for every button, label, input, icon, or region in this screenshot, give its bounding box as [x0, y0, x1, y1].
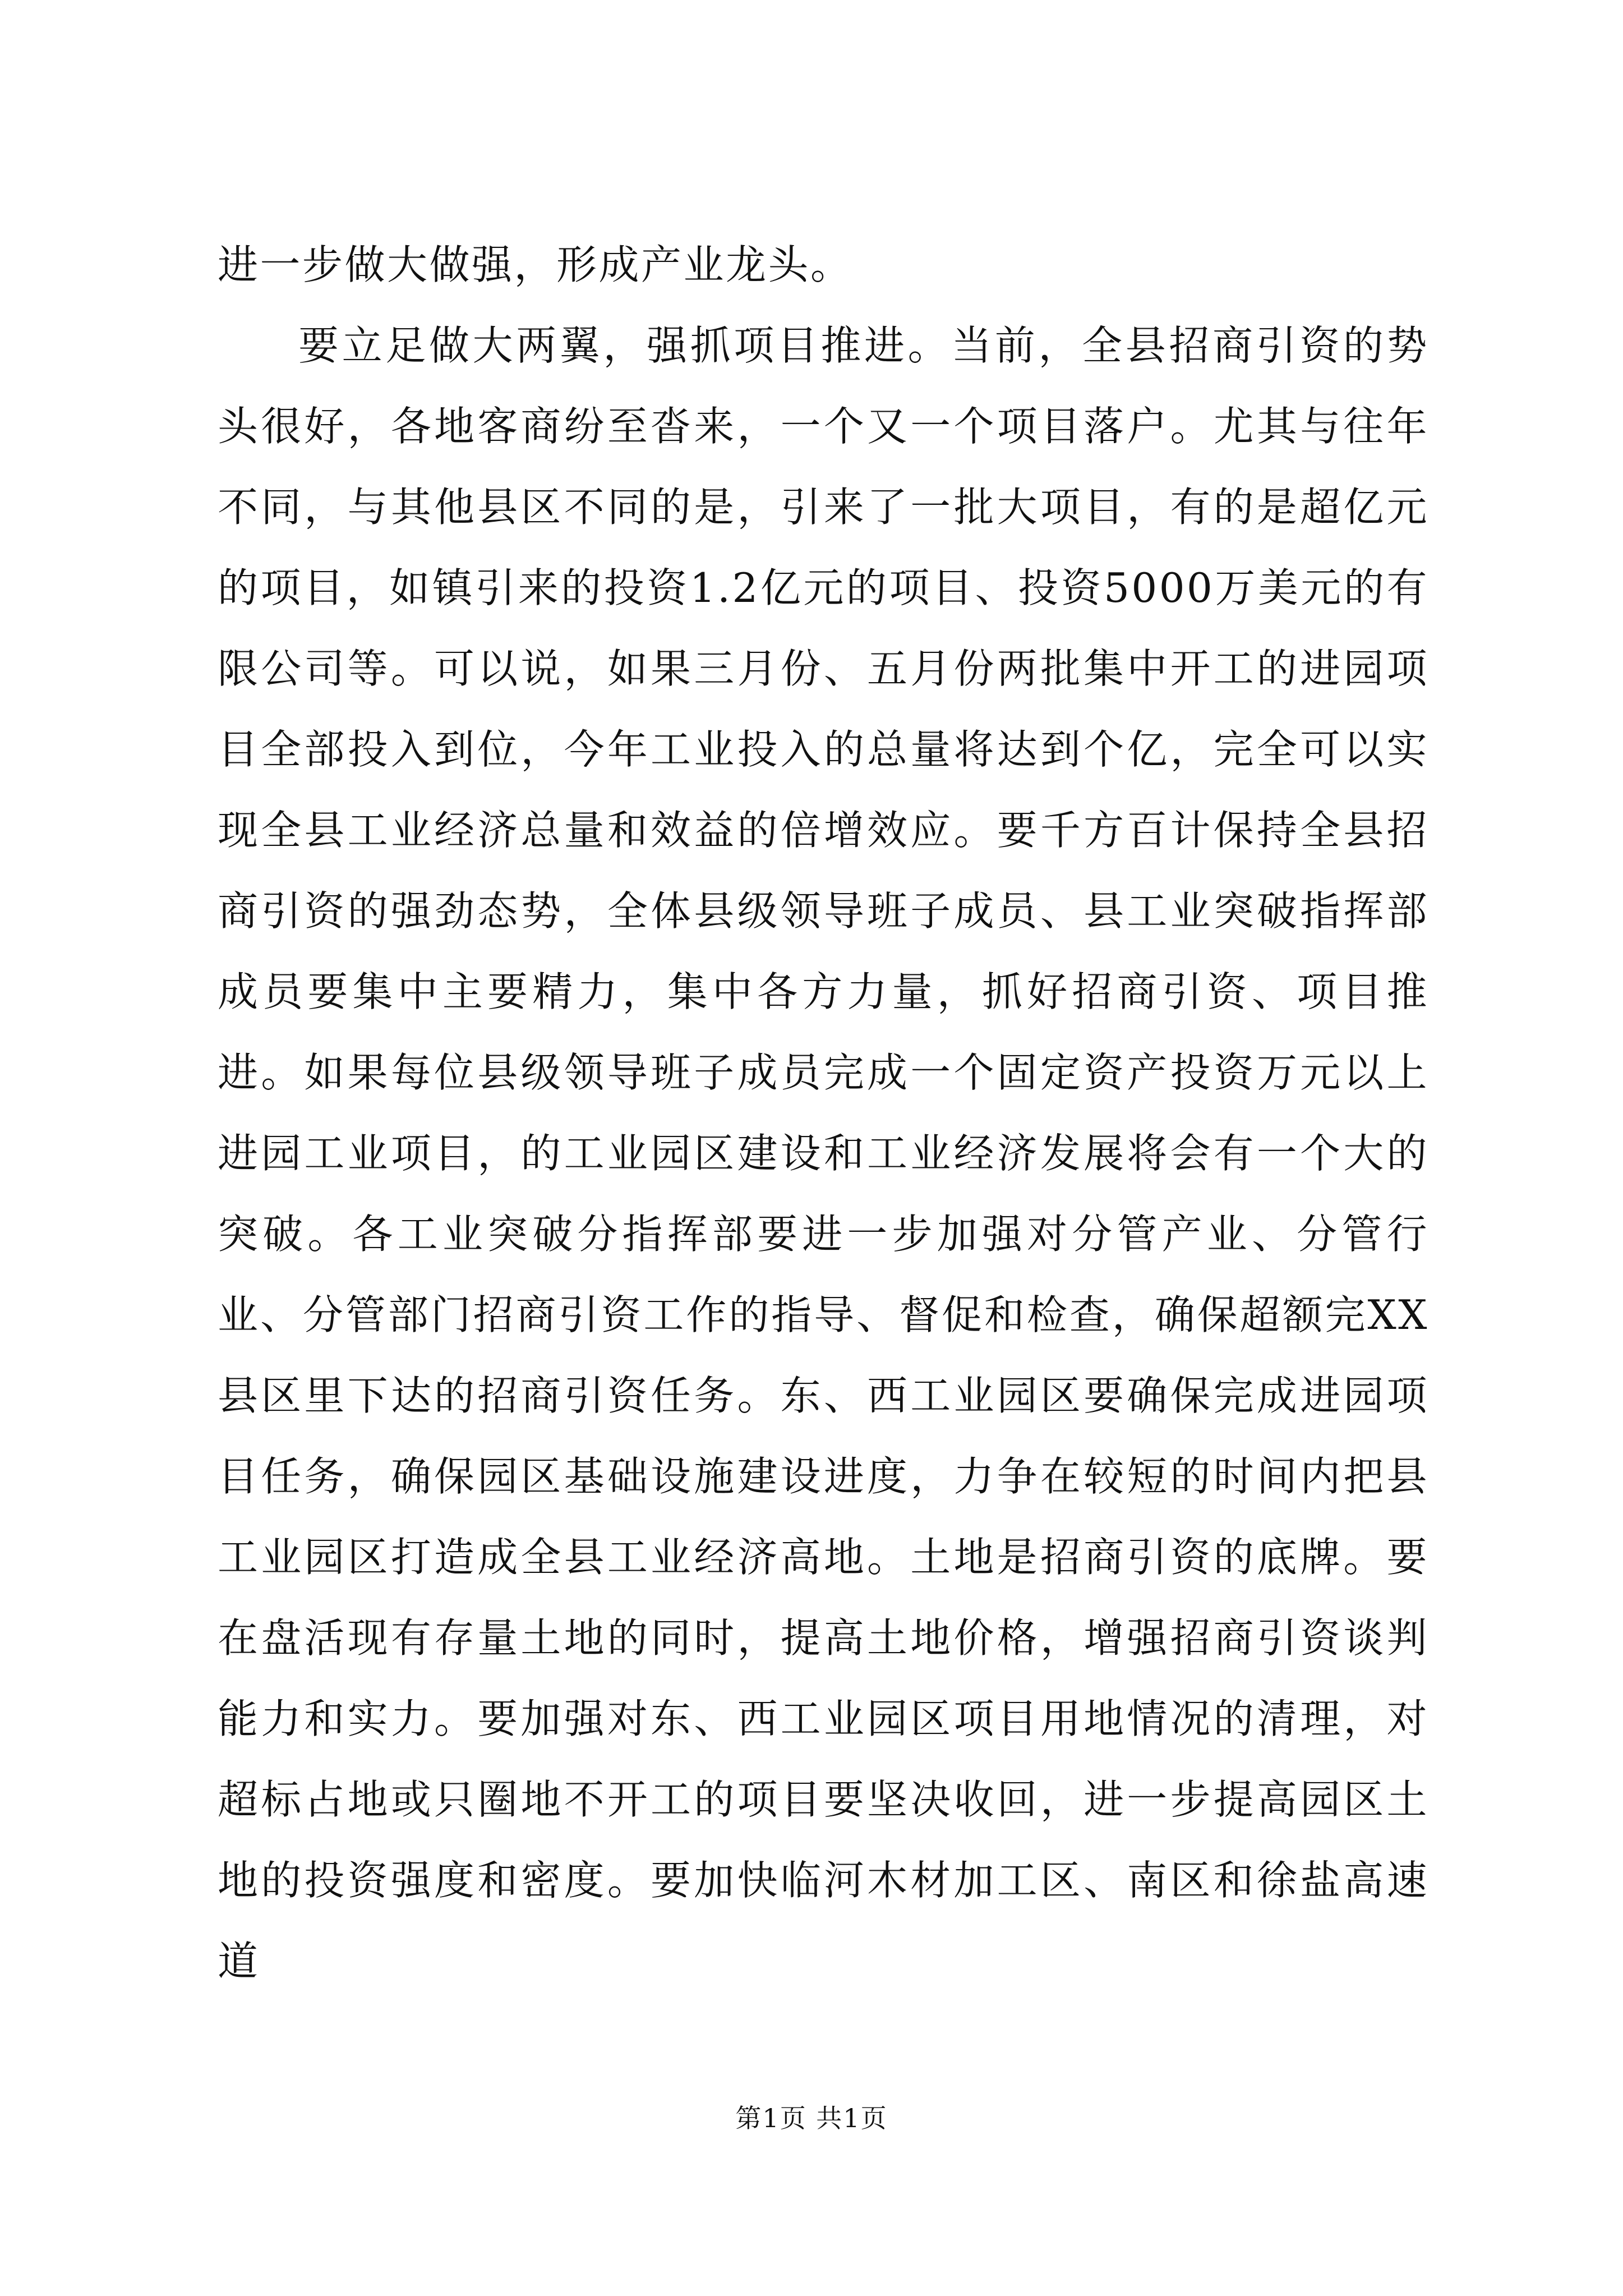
paragraph-continuation: 进一步做大做强，形成产业龙头。	[218, 241, 853, 288]
page-footer: 第1页 共1页	[735, 2103, 888, 2133]
document-body	[218, 224, 1429, 2001]
paragraph-main: 要立足做大两翼，强抓项目推进。当前，全县招商引资的势头很好，各地客商纷至沓来，一个又一个项目落户。尤其与往年不同，与其他县区不同的是，引来了一批大项目，有的是超亿元的项目，如镇引来的投资1.2亿元的项目、投资5000万美元的有限公司等。可以说，如果三月份、五月份两批集中开工的进园项目全部投入到位，今年工业投入的总量将达到个亿，完全可以实现全县工业经济总量和效益的倍增效应。要千方百计保持全县招商引资的强劲态势，全体县级领导班子成员、县工业突破指挥部成员要集中主要精力，集中各方力量，抓好招商引资、项目推进。如果每位县级领导班子成员完成一个固定资产投资万元以上进园工业项目，的工业园区建设和工业经济发展将会有一个大的突破。各工业突破分指挥部要进一步加强对分管产业、分管行业、分管部门招商引资工作的指导、督促和检查，确保超额完XX县区里下达的招商引资任务。东、西工业园区要确保完成进园项目任务，确保园区基础设施建设进度，力争在较短的时间内把县工业园区打造成全县工业经济高地。土地是招商引资的底牌。要在盘活现有存量土地的同时，提高土地价格，增强招商引资谈判能力和实力。要加强对东、西工业园区项目用地情况的清理，对超标占地或只圈地不开工的项目要坚决收回，进一步提高园区土地的投资强度和密度。要加快临河木材加工区、南区和徐盐高速道	[218, 322, 1429, 1985]
